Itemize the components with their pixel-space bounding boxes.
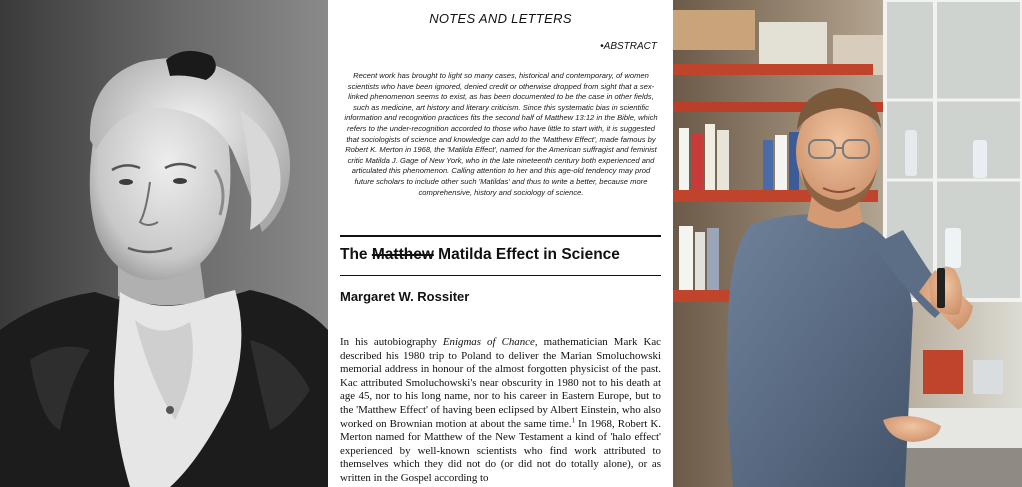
lab-photo-right <box>673 0 1022 487</box>
article-title <box>340 246 620 264</box>
abstract-text: Recent work has brought to light so many cases, historical and contemporary, of women scientists who have been ignored, denied credit or otherwise dropped from sight that a sex-linked phenomenon seems to exist, as has been documented to be the case in other fields, such as medicine, art history and literary criticism. Since this systematic bias in scientific information and recognition practices fits the second half of Matthew 13:12 in the Bible, which refers to the under-recognition accorded to those who have little to start with, it is suggested that sociologists of science and knowledge can add to the 'Matthew Effect', made famous by Robert K. Merton in 1968, the 'Matilda Effect', named for the American suffragist and feminist critic Matilda J. Gage of New York, who in the late nineteenth century both experienced and articulated this phenomenon. Calling attention to her and this age-old tendency may prod future scholars to include other such 'Matildas' and thus to write a better, because more comprehensive, history and sociology of science. <box>344 71 658 197</box>
article-page <box>328 0 673 487</box>
title-struck-word: Matthew <box>371 246 434 263</box>
cardboard-box <box>673 10 755 50</box>
title-suffix: Matilda Effect in Science <box>433 246 620 263</box>
footnote-marker: 1 <box>571 415 576 424</box>
title-rule-bottom <box>340 275 661 276</box>
book-title: Enigmas of Chance <box>442 336 535 348</box>
portrait-illustration <box>0 0 328 487</box>
body-text-part-2: , mathematician Mark Kac described his 1980 trip to Poland to deliver the Marian Smoluchowski memorial address in honour of the almost forgotten physicist of the past. Kac attributed Smoluchowski's near obscurity in 1980 not to his death at age 45, nor to his long name, nor to his career in Eastern Europe, but to the 'Matthew Effect' of having been eclipsed by Albert Einstein, who also worked on Brownian motion at about the same time. <box>340 336 661 430</box>
lab-scene-illustration <box>673 0 1022 487</box>
body-text-part-3: In 1968, Robert K. Merton named for Matthew of the New Testament a kind of 'halo effect' experienced by well-known scientists who find work attributed to themselves which they did not do (or did not do totally alone), or as written in the Gospel according to <box>340 417 661 484</box>
hair-ornament <box>166 51 216 80</box>
journal-section-header: NOTES AND LETTERS <box>429 11 572 26</box>
body-text-part-1: In his autobiography <box>340 336 443 348</box>
article-body-text <box>340 336 661 486</box>
title-prefix: The <box>340 246 372 263</box>
portrait-photo-left <box>0 0 328 487</box>
article-author: Margaret W. Rossiter <box>340 289 470 304</box>
red-shelf-top <box>673 64 873 75</box>
title-rule-top <box>340 235 661 237</box>
abstract-label: •ABSTRACT <box>600 41 657 52</box>
